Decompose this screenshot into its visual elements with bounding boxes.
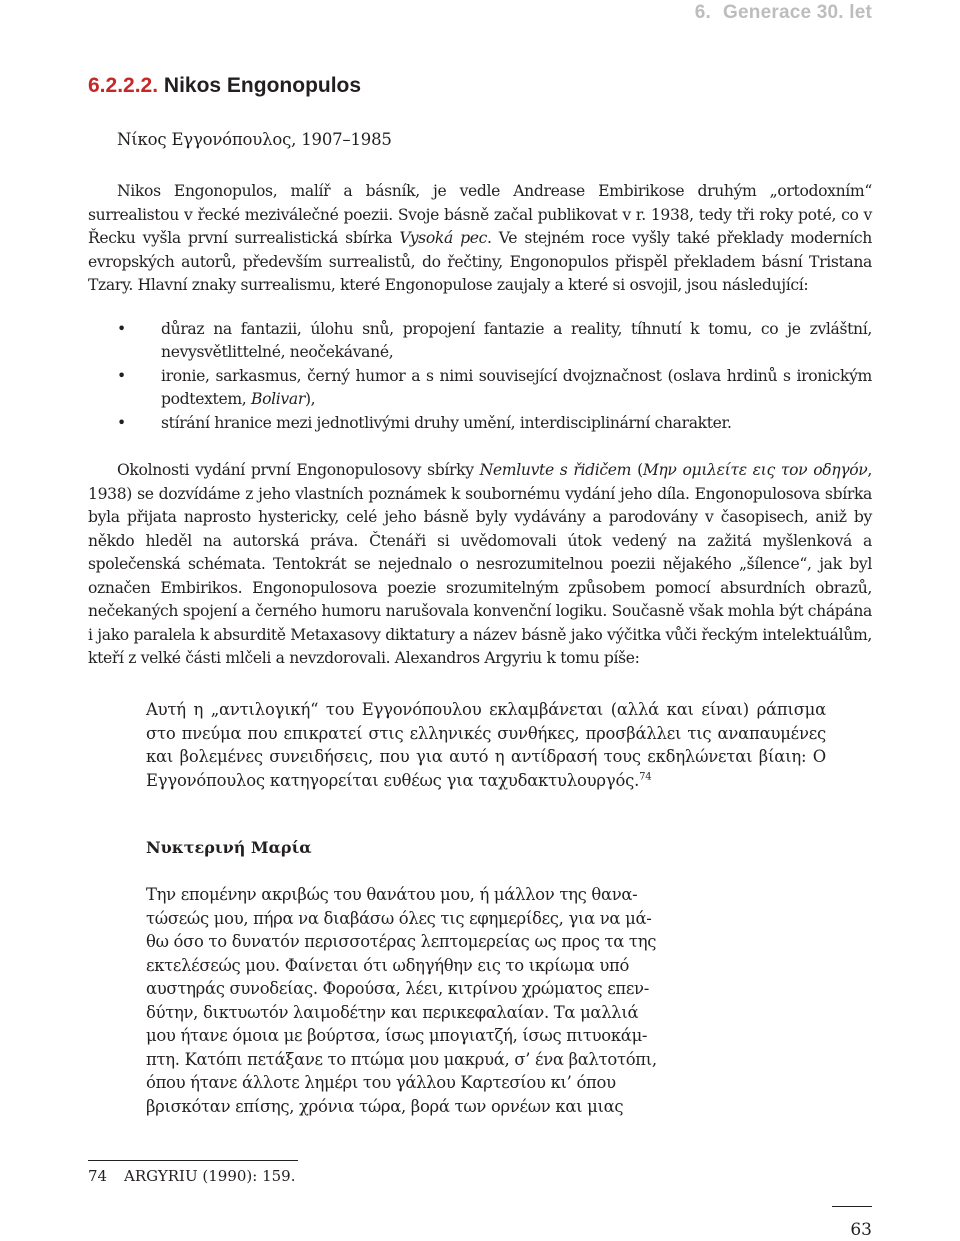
paragraph-publication-text-1: Okolnosti vydání první Engonopulosovy sbírky [117,461,480,479]
footnote-number: 74 [88,1167,108,1185]
paragraph-publication-text-2: ( [631,461,643,479]
paragraph-intro [88,180,872,298]
paragraph-publication-italic-title: Nemluvte s řidičem [479,461,632,479]
list-item [88,365,872,412]
poem-title: Νυκτερινή Μαρία [146,838,312,857]
paragraph-publication [88,459,872,671]
section-number: 6.2.2.2. [88,74,159,97]
poem-line: Την επομένην ακριβώς του θανάτου μου, ή μάλλον της θανα- [146,885,638,904]
paragraph-intro-text-1: Nikos Engonopulos, malíř a básník, je vedle Andrease Embirikose druhým „ortodoxním“ surrealistou v řecké meziválečné poezii. Svoje básně začal publikovat v r. 1938, tedy tři roky poté, co v Řecku vyšla první surrealistická sbírka [88,182,872,247]
surrealism-traits-list [88,318,872,436]
poem-line: βρισκόταν επίσης, χρόνια τώρα, βορά των ορνέων και μιας [146,1096,624,1116]
bullet-icon: • [117,413,126,432]
paragraph-publication-text-3: , 1938) se dozvídáme z jeho vlastních poznámek k soubornému vydání jeho díla. Engonopulosova sbírka byla přijata naprosto hystericky, celé jeho básně byly vydávány a parodovány v časopisech, aniž by někdo hleděl na autorská práva. Čtenáři si uvědomovali útok vedený na zažitá myšlenková a společenská schémata. Tentokrát se nejednalo o nesrozumitelnou poezii nějakého „šílence“, jak byl označen Embirikos. Engonopulosova poezie srozumitelným způsobem pomocí absurdních obrazů, nečekaných spojení a černého humoru narušovala konvenční logiku. Současně však mohla být chápána i jako paralela k absurditě Metaxasovy diktatury a název básně jako výčitka vůči řeckým intelektuálům, kteří z velké části mlčeli a nevzdorovali. Alexandros Argyriu k tomu píše: [88,461,873,667]
poem-line: δύτην, δικτυωτόν λαιμοδέτην και περικεφαλαίαν. Τα μαλλιά [146,1002,639,1022]
running-header-chapter-title: Generace 30. let [723,2,872,23]
block-quote [146,698,826,792]
running-header-chapter-number: 6. [694,2,712,23]
running-header [695,2,872,24]
poem-line: πτη. Κατόπι πετάξανε το πτώμα μου μακρυά, σ’ ένα βαλτοτόπι, [146,1049,657,1069]
footnote-reference[interactable]: 74 [639,771,652,783]
section-title: Nikos Engonopulos [163,74,362,97]
list-item-text: ironie, sarkasmus, černý humor a s nimi související dvojznačnost (oslava hrdinů s ironickým podtextem, [161,366,872,408]
paragraph-publication-italic-greek-title: Μην ομιλείτε εις τον οδηγόν [642,461,868,479]
bullet-icon: • [117,319,126,338]
poem-line: μου ήτανε όμοια με βούρτσα, ίσως μπογιατζή, ίσως πιτυοκάμ- [146,1026,648,1045]
page-number: 63 [850,1220,872,1240]
section-heading [88,74,361,98]
list-item-text: důraz na fantazii, úlohu snů, propojení fantazie a reality, tíhnutí k tomu, co je zvláštní, nevysvětlittelné, neočekávané, [161,319,872,361]
list-item [88,318,872,365]
footnote-text: ARGYRIU (1990): 159. [124,1167,296,1185]
poem-line: θω όσο το δυνατόν περισσοτέρας λεπτομερείας ως προς τα της [146,932,657,951]
main-text-block-2 [88,459,872,671]
footnote [88,1167,295,1185]
list-item-text: stírání hranice mezi jednotlivými druhy umění, interdisciplinární charakter. [161,413,732,432]
page-number-divider [832,1206,872,1207]
paragraph-intro-italic-title: Vysoká pec [399,229,487,247]
author-greek-name: Νίκος Εγγονόπουλος, 1907–1985 [117,130,392,149]
list-item-suffix: ), [304,390,316,408]
poem-line: τώσεώς μου, πήρα να διαβάσω όλες τις εφημερίδες, για να μά- [146,908,652,928]
poem-line: όπου ήτανε άλλοτε λημέρι του γάλλου Καρτεσίου κι’ όπου [146,1073,616,1092]
list-item [88,412,872,436]
poem-line: εκτελέσεώς μου. Φαίνεται ότι ωδηγήθην εις το ικρίωμα υπό [146,955,630,975]
paragraph-intro-text-2: . Ve stejném roce vyšly také překlady moderních evropských autorů, především surrealistů, do řečtiny, Engonopulos přispěl překladem básní Tristana Tzary. Hlavní znaky surrealismu, které Engonopulose zaujaly a které si osvojil, jsou následující: [88,229,872,294]
bullet-icon: • [117,366,126,385]
main-text-block-1 [88,180,872,435]
poem-text [146,883,672,1118]
poem-line: αυστηράς συνοδείας. Φορούσα, λέει, κιτρίνου χρώματος επεν- [146,979,649,998]
footnote-divider [88,1160,298,1161]
list-item-italic: Bolivar [251,390,305,408]
block-quote-text: Αυτή η „αντιλογική“ του Εγγονόπουλου εκλαμβάνεται (αλλά και είναι) ράπισμα στο πνεύμα που επικρατεί στις ελληνικές συνθήκες, προσβάλλει τις αναπαυμένες και βολεμένες συνειδήσεις, που για αυτό η αντίδρασή τους εκδηλώνεται βίαιη: Ο Εγγονόπουλος κατηγορείται ευθέως για ταχυδακτυλουργός. [146,700,826,790]
